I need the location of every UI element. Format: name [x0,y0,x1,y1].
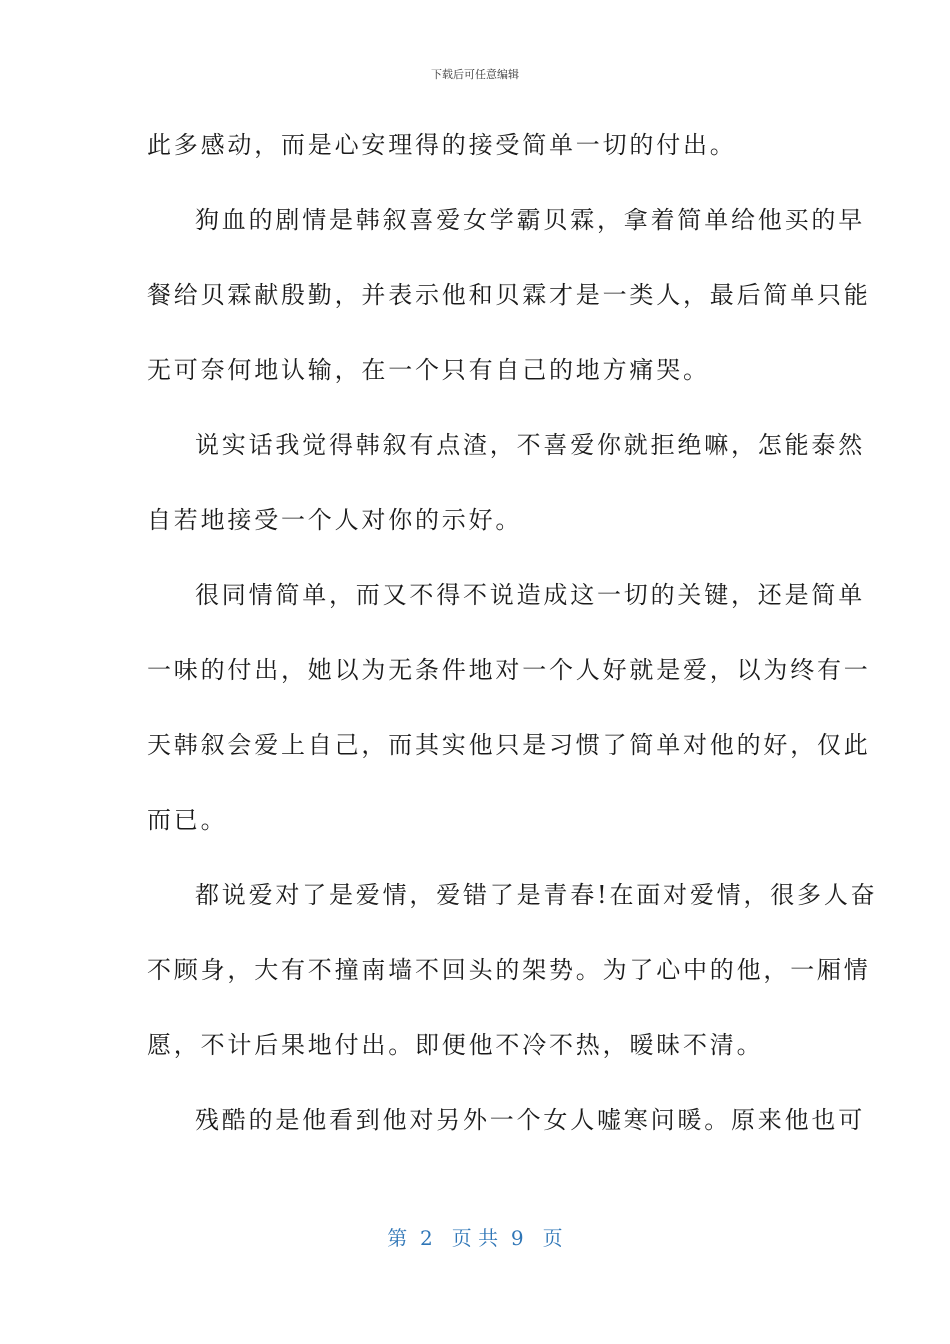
text-line: 无可奈何地认输，在一个只有自己的地方痛哭。 [147,356,710,384]
document-body [147,108,878,1158]
text-line: 一味的付出，她以为无条件地对一个人好就是爱，以为终有一 [147,656,871,684]
page-footer: 第 2 页 共 9 页 [387,1226,563,1250]
text-line: 愿，不计后果地付出。即便他不冷不热，暧昧不清。 [147,1031,764,1059]
text-line: 不顾身，大有不撞南墙不回头的架势。为了心中的他，一厢情 [147,956,871,984]
text-line: 天韩叙会爱上自己，而其实他只是习惯了简单对他的好，仅此 [147,731,871,759]
text-line: 而已。 [147,806,228,834]
paragraph-first-line: 说实话我觉得韩叙有点渣，不喜爱你就拒绝嘛，怎能泰然 [195,431,865,459]
page-header: 下载后可任意编辑 [431,68,519,81]
paragraph-first-line: 很同情简单，而又不得不说造成这一切的关键，还是简单 [195,581,865,609]
text-line: 此多感动，而是心安理得的接受简单一切的付出。 [147,131,737,159]
text-line: 自若地接受一个人对你的示好。 [147,506,523,534]
paragraph-first-line: 都说爱对了是爱情，爱错了是青春!在面对爱情，很多人奋 [195,881,878,909]
text-line: 餐给贝霖献殷勤，并表示他和贝霖才是一类人，最后简单只能 [147,281,871,309]
paragraph-first-line: 狗血的剧情是韩叙喜爱女学霸贝霖，拿着简单给他买的早 [195,206,865,234]
paragraph-first-line: 残酷的是他看到他对另外一个女人嘘寒问暖。原来他也可 [195,1106,865,1134]
